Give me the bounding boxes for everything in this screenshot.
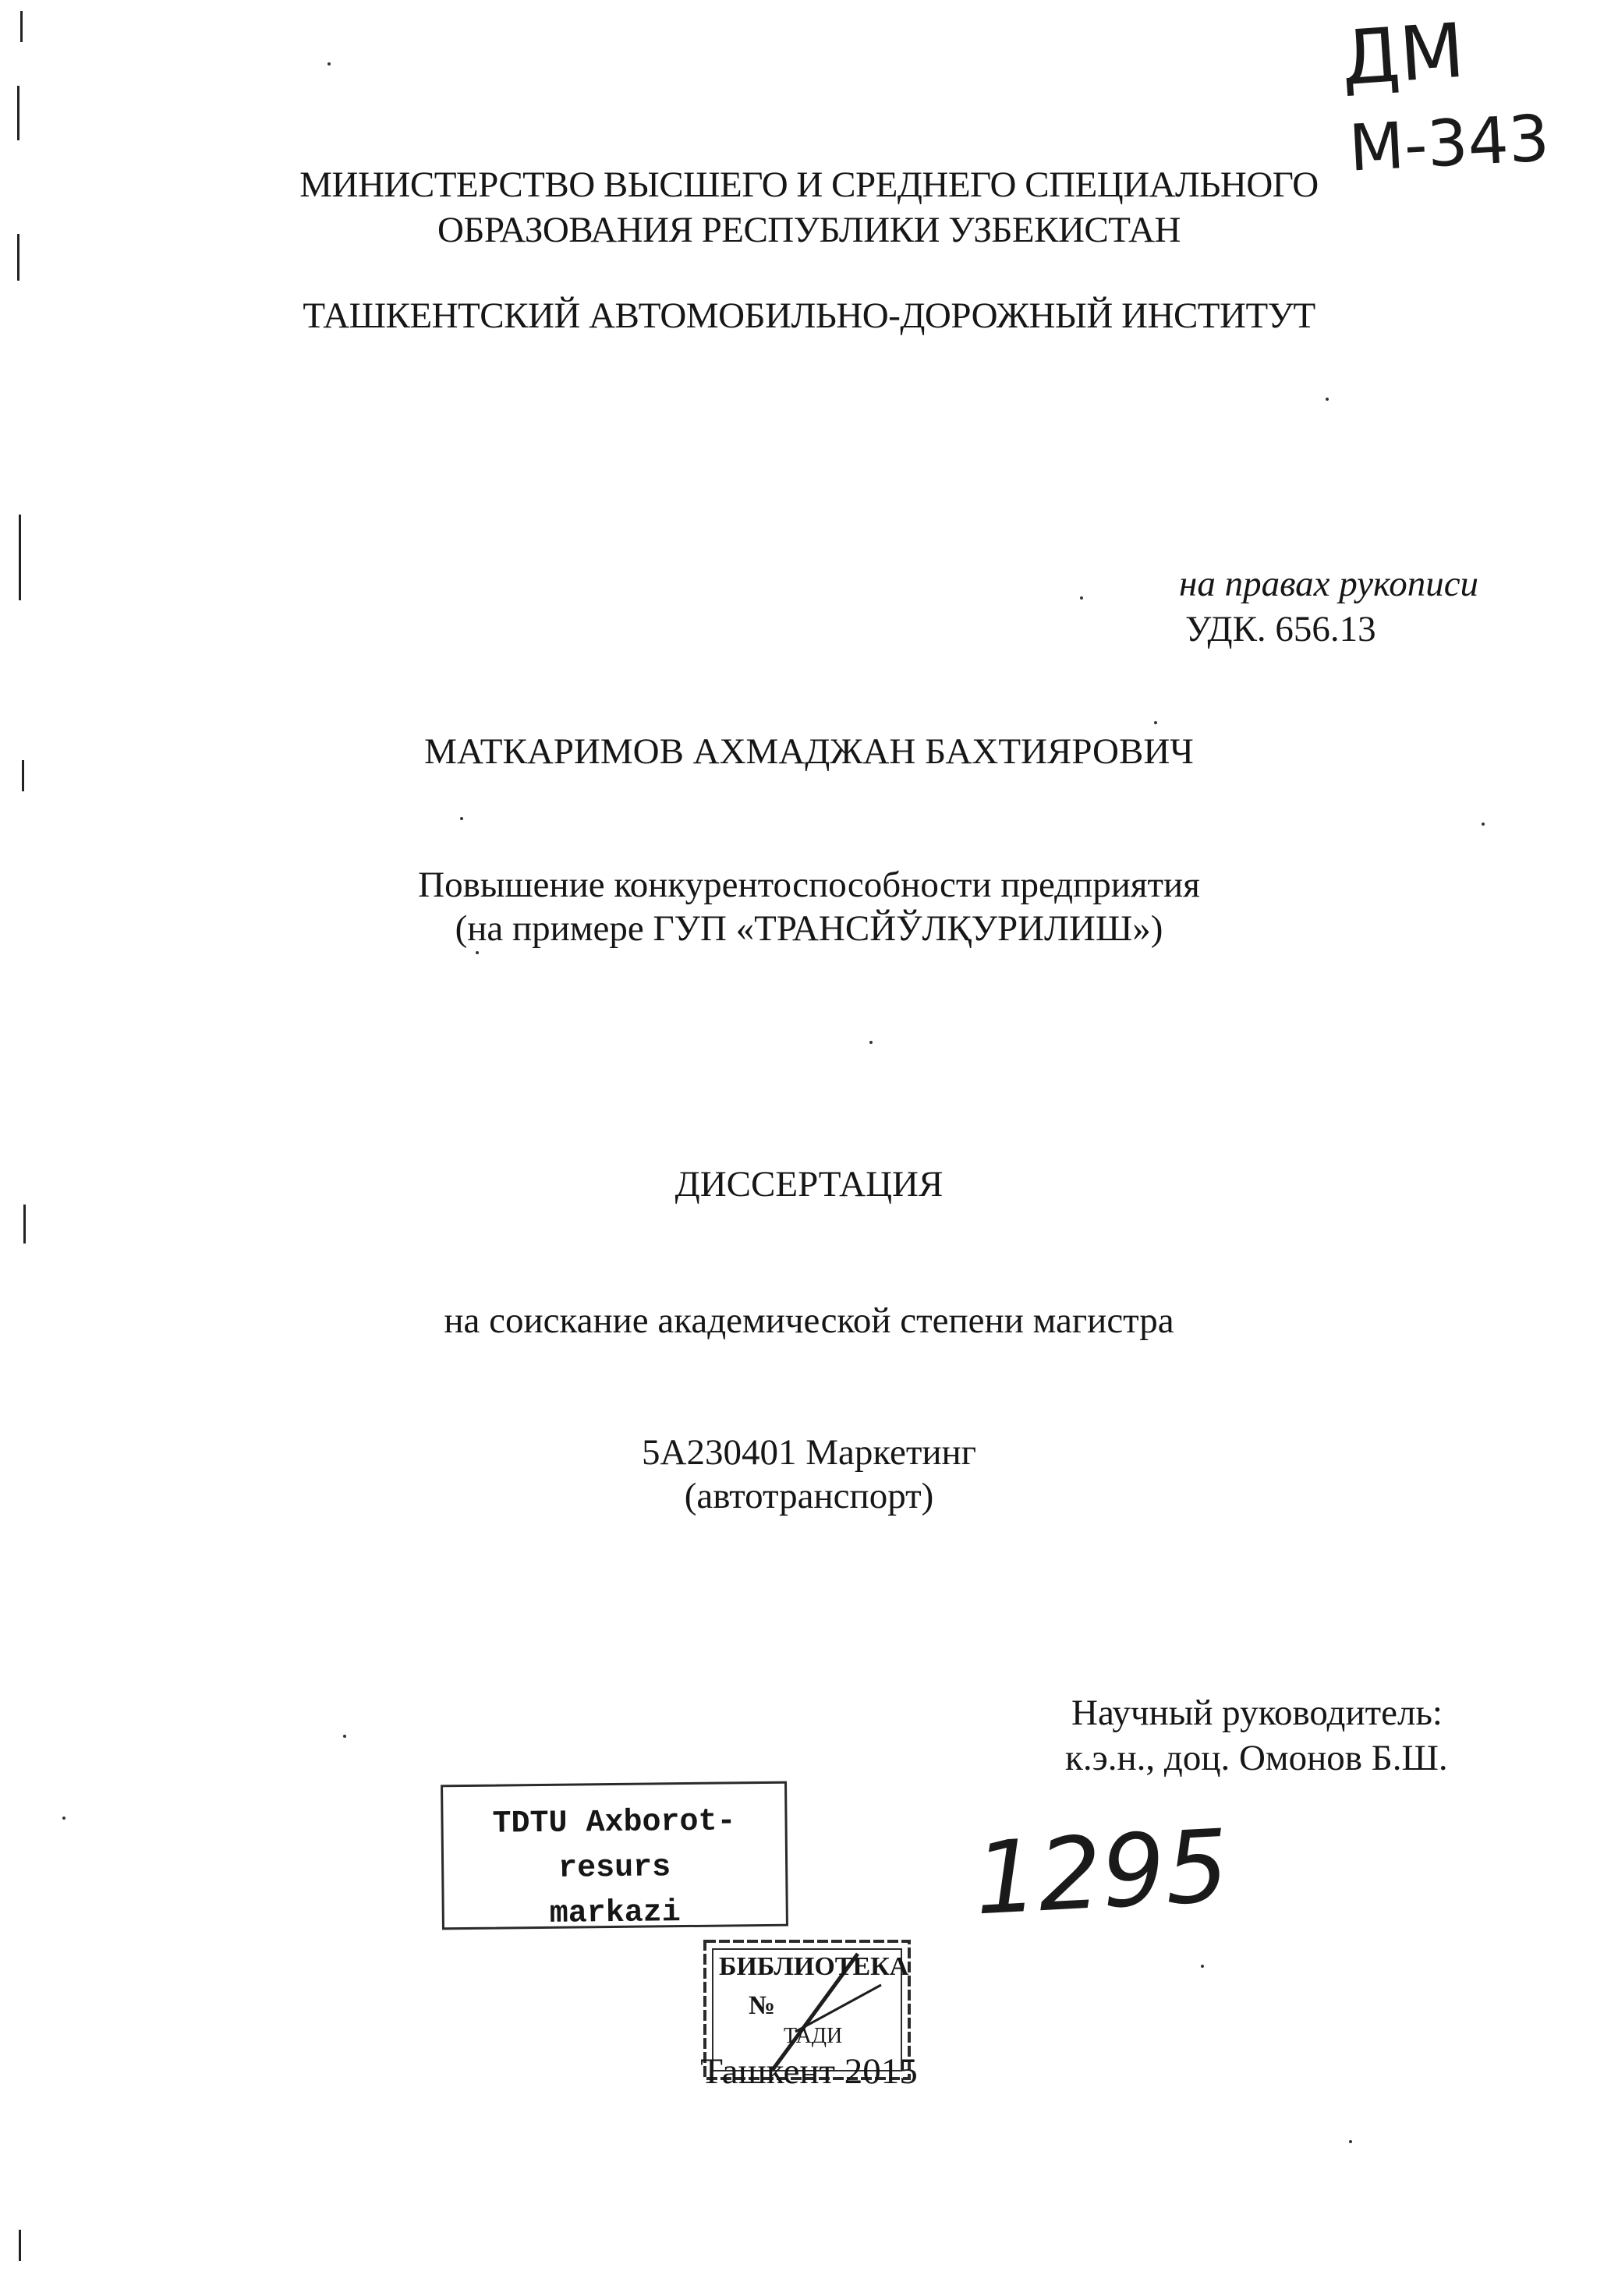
stamp-line-1: TDTU Axborot-resurs bbox=[492, 1804, 736, 1887]
handwritten-code-line2: М-343 bbox=[1347, 101, 1552, 186]
degree-statement: на соискание академической степени магистра bbox=[444, 1300, 1174, 1341]
speck bbox=[1201, 1965, 1204, 1968]
resource-center-stamp bbox=[441, 1781, 788, 1930]
scan-mark bbox=[19, 515, 21, 600]
speck bbox=[1349, 2140, 1352, 2143]
speck bbox=[343, 1735, 346, 1738]
handwritten-inventory-number: 1295 bbox=[972, 1808, 1232, 1938]
author-name: МАТКАРИМОВ АХМАДЖАН БАХТИЯРОВИЧ bbox=[424, 731, 1194, 772]
speck bbox=[460, 817, 463, 820]
thesis-title-line-1: Повышение конкурентоспособности предприятия bbox=[418, 865, 1200, 905]
manuscript-rights: на правах рукописи bbox=[1179, 564, 1479, 604]
library-stamp-line-3: ТАДИ bbox=[784, 2024, 843, 2048]
handwritten-code-line1: ДМ bbox=[1338, 6, 1468, 103]
specialty-code: 5А230401 Маркетинг bbox=[642, 1432, 976, 1473]
scan-mark bbox=[17, 86, 19, 140]
speck bbox=[1482, 823, 1485, 826]
scan-mark bbox=[23, 1205, 26, 1244]
document-type: ДИССЕРТАЦИЯ bbox=[674, 1164, 944, 1205]
supervisor-label: Научный руководитель: bbox=[1071, 1693, 1443, 1733]
specialty-field: (автотранспорт) bbox=[684, 1476, 934, 1516]
scan-mark bbox=[20, 11, 23, 42]
library-stamp-line-2: № bbox=[749, 1991, 776, 2020]
ministry-line-1: МИНИСТЕРСТВО ВЫСШЕГО И СРЕДНЕГО СПЕЦИАЛЬНОГО bbox=[299, 165, 1319, 205]
library-stamp-line-1: БИБЛИОТЕКА bbox=[719, 1952, 909, 1981]
speck bbox=[1326, 398, 1329, 401]
udc-code: УДК. 656.13 bbox=[1185, 609, 1376, 649]
stamp-line-2: markazi bbox=[549, 1895, 682, 1932]
institute-name: ТАШКЕНТСКИЙ АВТОМОБИЛЬНО-ДОРОЖНЫЙ ИНСТИТУТ bbox=[303, 295, 1315, 336]
supervisor-name: к.э.н., доц. Омонов Б.Ш. bbox=[1065, 1738, 1448, 1778]
speck bbox=[869, 1041, 873, 1044]
speck bbox=[327, 62, 331, 65]
speck bbox=[1080, 596, 1083, 600]
thesis-title-line-2: (на примере ГУП «ТРАНСЙЎЛҚУРИЛИШ») bbox=[455, 908, 1163, 949]
scan-mark bbox=[19, 2230, 21, 2261]
speck bbox=[476, 951, 479, 954]
speck bbox=[1154, 721, 1157, 724]
speck bbox=[62, 1817, 65, 1820]
place-year: Ташкент 2015 bbox=[700, 2051, 918, 2092]
ministry-line-2: ОБРАЗОВАНИЯ РЕСПУБЛИКИ УЗБЕКИСТАН bbox=[437, 210, 1181, 250]
